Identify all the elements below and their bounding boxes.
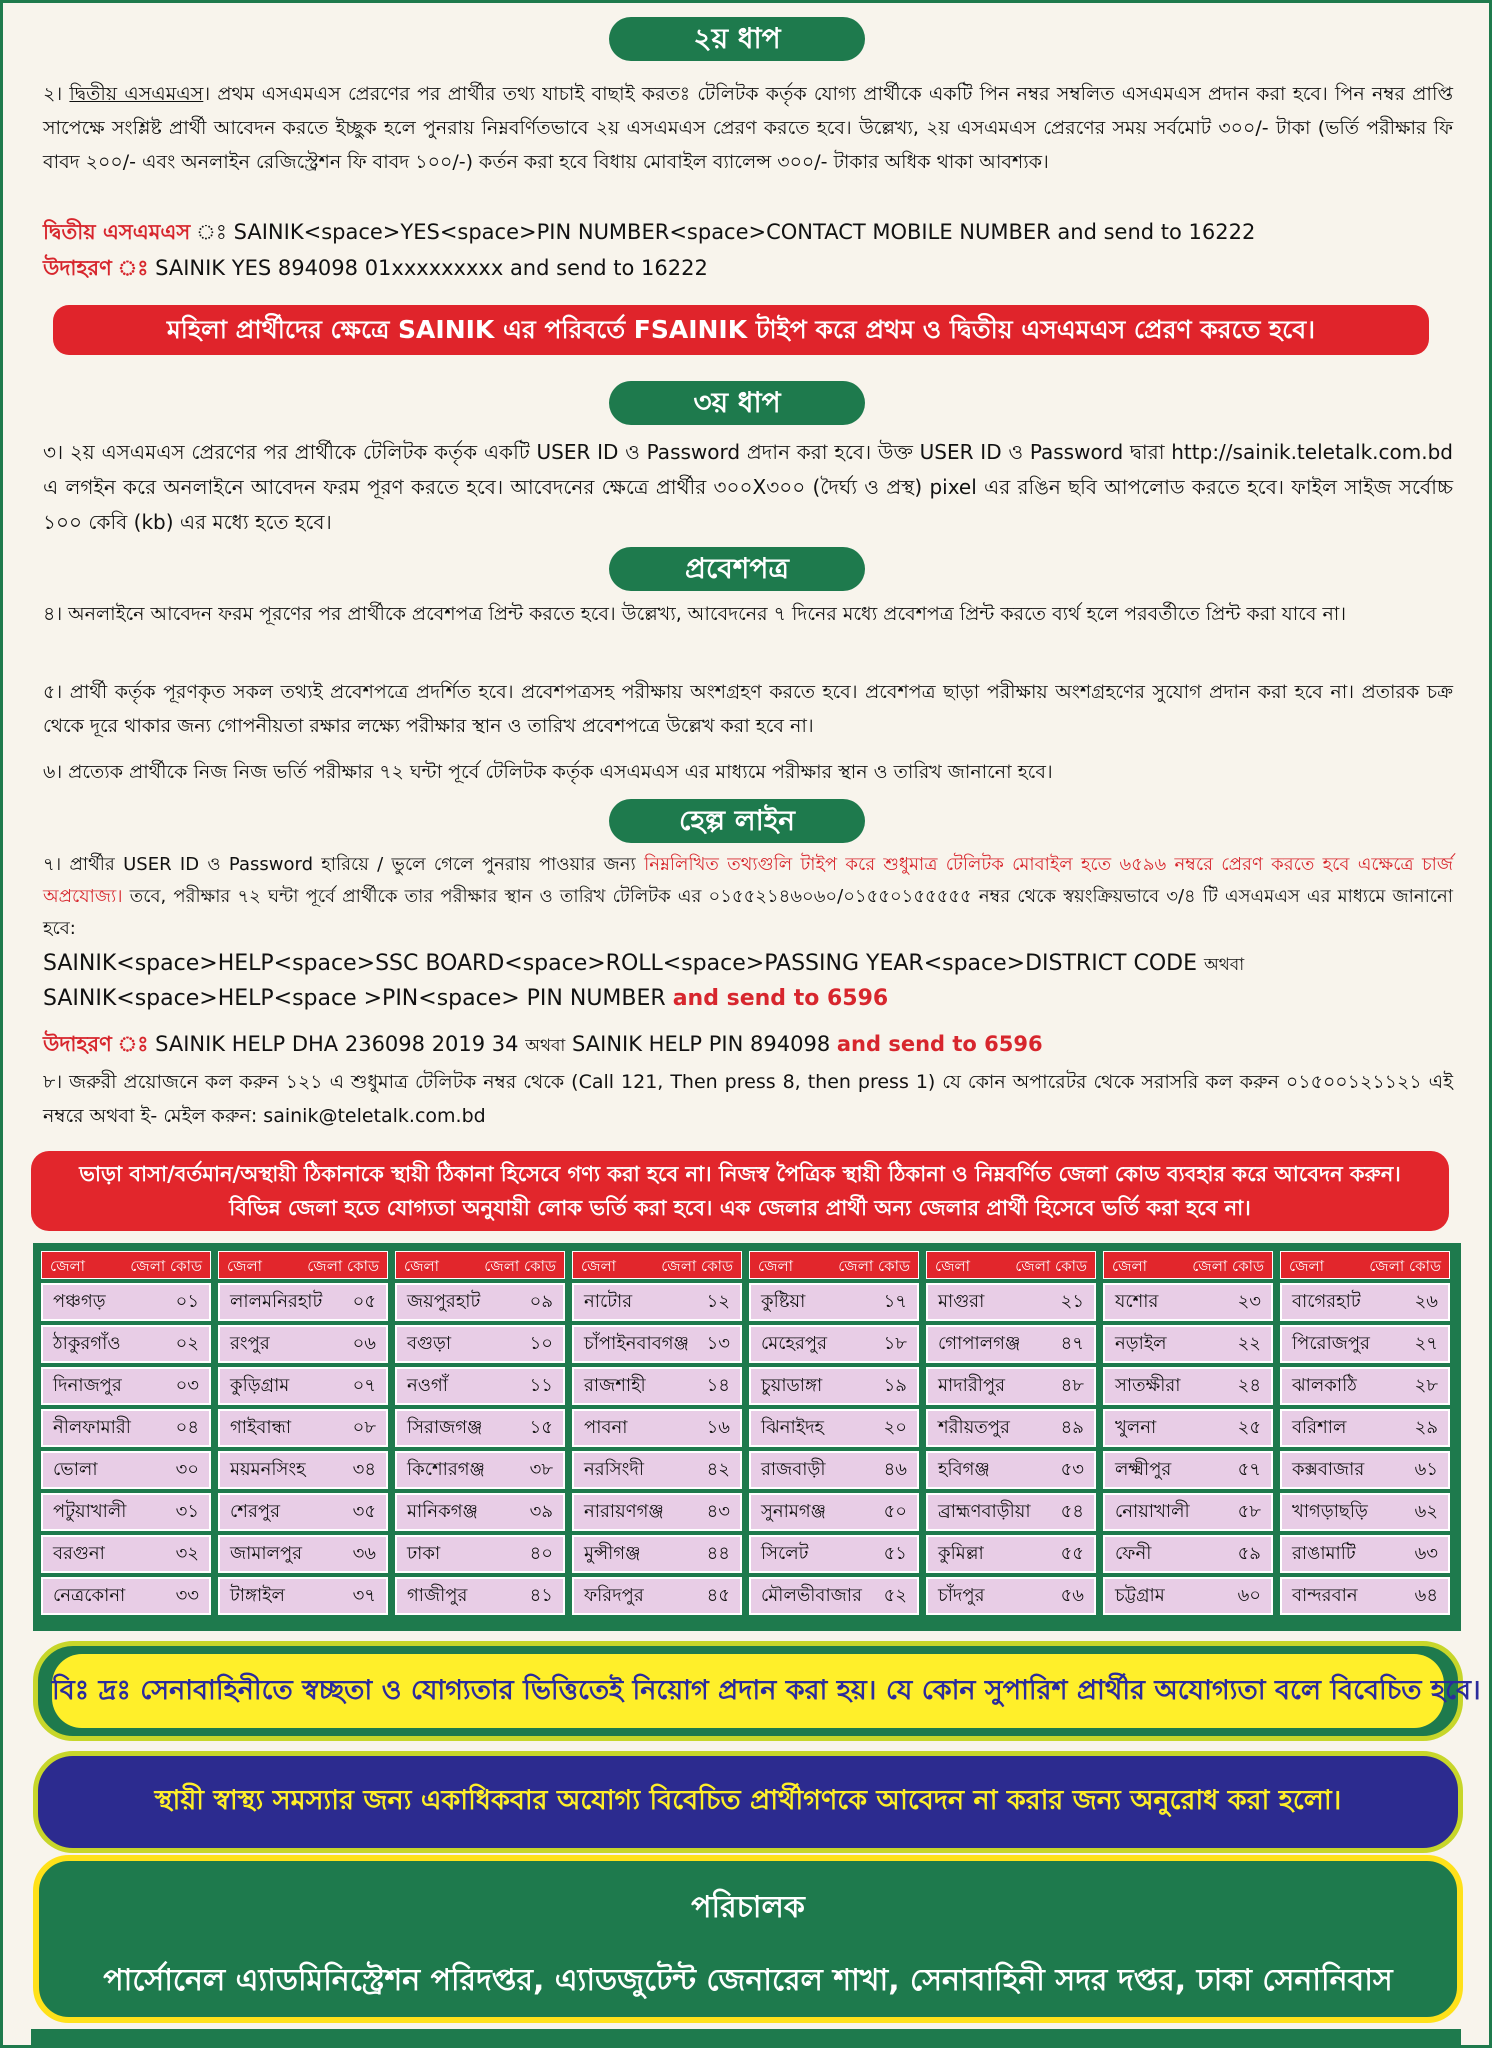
- district-code: ০৩: [175, 1374, 199, 1396]
- district-code: ১২: [706, 1290, 730, 1312]
- step2-label: দ্বিতীয় এসএমএস: [69, 83, 204, 105]
- header-district: জেলা: [1112, 1257, 1148, 1275]
- help-example: [43, 1027, 1453, 1063]
- district-name: নওগাঁ: [407, 1374, 449, 1396]
- district-code: ৪৯: [1060, 1416, 1084, 1438]
- district-code: ২০: [883, 1416, 907, 1438]
- district-name: পটুয়াখালী: [53, 1500, 127, 1522]
- district-code-table: [33, 1243, 1461, 1631]
- district-row: [41, 1409, 211, 1447]
- sms-format-label: দ্বিতীয় এসএমএস: [43, 220, 191, 244]
- help-p7-intro: ৭। প্রার্থীর USER ID ও Password হারিয়ে / ভুলে গেলে পুনরায় পাওয়ার জন্য: [43, 854, 636, 875]
- district-name: মাদারীপুর: [938, 1374, 1006, 1396]
- district-row: [218, 1535, 388, 1573]
- district-name: মেহেরপুর: [761, 1332, 828, 1354]
- district-column: [572, 1251, 742, 1623]
- district-name: বরিশাল: [1292, 1416, 1347, 1438]
- footer-signature: [33, 1855, 1463, 2023]
- district-name: সিরাজগঞ্জ: [407, 1416, 483, 1438]
- district-code: ২১: [1060, 1290, 1084, 1312]
- district-name: জামালপুর: [230, 1542, 303, 1564]
- district-code: ৬৪: [1414, 1584, 1438, 1606]
- admit-card-heading: প্রবেশপত্র: [609, 547, 865, 591]
- help-p7-rest: তবে, পরীক্ষার ৭২ ঘন্টা পূর্বে প্রার্থীকে তার পরীক্ষার স্থান ও তারিখ টেলিটক এর ০১৫৫২১৪৬০৬০/০১৫৫০১৫৫৫৫৫ নম্বর থেকে স্বয়ংক্রিয়ভাবে ৩/৪ টি এসএমএস এর মাধ্যমে জানানো হবে:: [43, 886, 1453, 939]
- admit-p4: ৪। অনলাইনে আবেদন ফরম পূরণের পর প্রার্থীকে প্রবেশপত্র প্রিন্ট করতে হবে। উল্লেখ্য, আবেদনের ৭ দিনের মধ্যে প্রবেশপত্র প্রিন্ট করতে ব্যর্থ হলে পরবর্তীতে প্রিন্ট করা যাবে না।: [43, 603, 1347, 625]
- district-name: চট্টগ্রাম: [1115, 1584, 1165, 1606]
- district-code: ৫৮: [1237, 1500, 1261, 1522]
- district-code: ৬৩: [1414, 1542, 1438, 1564]
- district-row: [749, 1451, 919, 1489]
- district-code: ৫০: [883, 1500, 907, 1522]
- district-row: [1280, 1451, 1450, 1489]
- district-row: [1280, 1577, 1450, 1615]
- header-district: জেলা: [581, 1257, 617, 1275]
- district-name: কক্সবাজার: [1292, 1458, 1365, 1480]
- district-name: খাগড়াছড়ি: [1292, 1500, 1368, 1522]
- district-code: ৩২: [175, 1542, 199, 1564]
- step2-example: [43, 251, 1453, 285]
- district-name: গাইবান্ধা: [230, 1416, 292, 1438]
- district-name: জয়পুরহাট: [407, 1290, 481, 1312]
- district-row: [395, 1283, 565, 1321]
- step2-heading: ২য় ধাপ: [609, 17, 865, 61]
- district-row: [1103, 1577, 1273, 1615]
- help-p8: ৮। জরুরী প্রয়োজনে কল করুন ১২১ এ শুধুমাত্র টেলিটক নম্বর থেকে (Call 121, Then press 8, then press 1) যে কোন অপারেটর থেকে সরাসরি কল করুন ০১৫০০১২১১২১ এই নম্বরে অথবা ই- মেইল করুন: sainik@teletalk.com.bd: [43, 1071, 1453, 1127]
- district-row: [395, 1325, 565, 1363]
- district-code: ১০: [529, 1332, 553, 1354]
- district-code: ২২: [1237, 1332, 1261, 1354]
- district-table-header: [572, 1251, 742, 1279]
- district-code: ৪৮: [1060, 1374, 1084, 1396]
- district-code: ৫৪: [1060, 1500, 1084, 1522]
- district-name: ঝিনাইদহ: [761, 1416, 825, 1438]
- district-row: [926, 1451, 1096, 1489]
- district-name: ঢাকা: [407, 1542, 441, 1564]
- district-code: ৫৯: [1237, 1542, 1261, 1564]
- district-row: [395, 1367, 565, 1405]
- district-row: [926, 1325, 1096, 1363]
- step2-number: ২।: [43, 83, 63, 105]
- transparency-note-text: বিঃ দ্রঃ সেনাবাহিনীতে স্বচ্ছতা ও যোগ্যতার ভিত্তিতেই নিয়োগ প্রদান করা হয়। যে কোন সুপারিশ প্রার্থীর অযোগ্যতা বলে বিবেচিত হবে।: [52, 1654, 1444, 1728]
- district-row: [749, 1283, 919, 1321]
- district-row: [1103, 1325, 1273, 1363]
- district-row: [1103, 1283, 1273, 1321]
- district-name: হবিগঞ্জ: [938, 1458, 990, 1480]
- step3-heading: ৩য় ধাপ: [609, 381, 865, 425]
- district-name: মানিকগঞ্জ: [407, 1500, 478, 1522]
- district-row: [41, 1577, 211, 1615]
- district-code: ২৮: [1414, 1374, 1438, 1396]
- district-code: ৫৬: [1060, 1584, 1084, 1606]
- example-label: উদাহরণ ঃ: [43, 256, 149, 280]
- district-row: [218, 1283, 388, 1321]
- district-name: কুমিল্লা: [938, 1542, 984, 1564]
- district-row: [218, 1493, 388, 1531]
- district-name: কুড়িগ্রাম: [230, 1374, 290, 1396]
- district-row: [749, 1367, 919, 1405]
- district-name: ভোলা: [53, 1458, 98, 1480]
- district-row: [572, 1577, 742, 1615]
- district-name: পিরোজপুর: [1292, 1332, 1370, 1354]
- district-code: ৩৮: [529, 1458, 553, 1480]
- district-name: বান্দরবান: [1292, 1584, 1358, 1606]
- transparency-note: [33, 1641, 1481, 1741]
- district-code: ২৪: [1237, 1374, 1261, 1396]
- district-column: [41, 1251, 211, 1623]
- helpline-heading: হেল্প লাইন: [609, 799, 865, 843]
- warning-line-1: ভাড়া বাসা/বর্তমান/অস্থায়ী ঠিকানাকে স্থায়ী ঠিকানা হিসেবে গণ্য করা হবে না। নিজস্ব পৈত্রিক স্থায়ী ঠিকানা ও নিম্নবর্ণিত জেলা কোড ব্যবহার করে আবেদন করুন।: [79, 1162, 1401, 1186]
- district-name: কুষ্টিয়া: [761, 1290, 806, 1312]
- help-p7-red: নিম্নলিখিত তথ্যগুলি টাইপ করে শুধুমাত্র টেলিটক মোবাইল হতে ৬৫৯৬ নম্বরে প্রেরণ করতে হবে এক্ষেত্রে চার্জ অপ্রযোজ্য।: [43, 854, 1454, 907]
- step2-sms-format: [43, 215, 1453, 249]
- district-code: ৩৫: [352, 1500, 376, 1522]
- district-code: ৩৬: [352, 1542, 376, 1564]
- district-row: [926, 1409, 1096, 1447]
- district-table-header: [218, 1251, 388, 1279]
- district-name: চাঁদপুর: [938, 1584, 985, 1606]
- district-column: [1103, 1251, 1273, 1623]
- district-table-header: [41, 1251, 211, 1279]
- district-name: ব্রাহ্মণবাড়ীয়া: [938, 1500, 1031, 1522]
- help-or-2: অথবা: [525, 1036, 566, 1056]
- district-column: [1280, 1251, 1450, 1623]
- district-name: রাঙামাটি: [1292, 1542, 1356, 1564]
- help-p7: [43, 849, 1453, 945]
- district-row: [218, 1409, 388, 1447]
- district-code: ১৭: [883, 1290, 907, 1312]
- district-code: ৫২: [883, 1584, 907, 1606]
- district-row: [41, 1493, 211, 1531]
- header-code: জেলা কোড: [1369, 1257, 1441, 1275]
- district-code: ০২: [175, 1332, 199, 1354]
- district-row: [749, 1493, 919, 1531]
- district-name: চুয়াডাঙ্গা: [761, 1374, 823, 1396]
- district-row: [1103, 1535, 1273, 1573]
- district-row: [572, 1325, 742, 1363]
- district-code: ১৩: [706, 1332, 730, 1354]
- district-row: [41, 1367, 211, 1405]
- district-row: [572, 1451, 742, 1489]
- district-row: [395, 1535, 565, 1573]
- district-row: [218, 1367, 388, 1405]
- district-row: [926, 1577, 1096, 1615]
- district-code: ৪২: [706, 1458, 730, 1480]
- district-name: পঞ্চগড়: [53, 1290, 106, 1312]
- district-row: [926, 1535, 1096, 1573]
- district-code: ৩৩: [175, 1584, 199, 1606]
- district-code: ৫৩: [1060, 1458, 1084, 1480]
- district-row: [41, 1325, 211, 1363]
- help-format-2: SAINIK<space>HELP<space >PIN<space> PIN NUMBER: [43, 986, 666, 1011]
- district-row: [1103, 1451, 1273, 1489]
- district-code: ১৯: [883, 1374, 907, 1396]
- district-name: ফেনী: [1115, 1542, 1152, 1564]
- district-row: [218, 1577, 388, 1615]
- district-code: ৩৪: [352, 1458, 376, 1480]
- district-row: [749, 1409, 919, 1447]
- header-code: জেলা কোড: [307, 1257, 379, 1275]
- district-table-header: [395, 1251, 565, 1279]
- district-name: বরগুনা: [53, 1542, 105, 1564]
- district-table-header: [1103, 1251, 1273, 1279]
- district-row: [749, 1535, 919, 1573]
- district-name: শরীয়তপুর: [938, 1416, 1010, 1438]
- district-code: ৬২: [1414, 1500, 1438, 1522]
- district-name: দিনাজপুর: [53, 1374, 122, 1396]
- district-name: নরসিংদী: [584, 1458, 645, 1480]
- district-table-header: [926, 1251, 1096, 1279]
- district-row: [218, 1325, 388, 1363]
- district-code: ৪৭: [1060, 1332, 1084, 1354]
- district-name: নীলফামারী: [53, 1416, 131, 1438]
- district-name: মুন্সীগঞ্জ: [584, 1542, 641, 1564]
- help-example-2: SAINIK HELP PIN 894098: [572, 1032, 831, 1056]
- district-row: [572, 1367, 742, 1405]
- district-name: নেত্রকোনা: [53, 1584, 126, 1606]
- footer-office: পার্সোনেল এ্যাডমিনিস্ট্রেশন পরিদপ্তর, এ্যাডজুটেন্ট জেনারেল শাখা, সেনাবাহিনী সদর দপ্তর, ঢাকা সেনানিবাস: [103, 1963, 1393, 1998]
- district-code: ১৪: [706, 1374, 730, 1396]
- district-name: নারায়ণগঞ্জ: [584, 1500, 664, 1522]
- district-code: ৩০: [175, 1458, 199, 1480]
- header-district: জেলা: [1289, 1257, 1325, 1275]
- header-code: জেলা কোড: [484, 1257, 556, 1275]
- district-row: [395, 1577, 565, 1615]
- admit-p6: ৬। প্রত্যেক প্রার্থীকে নিজ নিজ ভর্তি পরীক্ষার ৭২ ঘন্টা পূর্বে টেলিটক কর্তৃক এসএমএস এর মাধ্যমে পরীক্ষার স্থান ও তারিখ জানানো হবে।: [43, 761, 1053, 783]
- district-row: [749, 1325, 919, 1363]
- header-code: জেলা কোড: [838, 1257, 910, 1275]
- district-row: [1280, 1367, 1450, 1405]
- step2-paragraph: [43, 77, 1453, 179]
- district-row: [1280, 1409, 1450, 1447]
- district-row: [41, 1451, 211, 1489]
- district-code: ২৬: [1414, 1290, 1438, 1312]
- district-row: [572, 1409, 742, 1447]
- district-code: ০৫: [352, 1290, 376, 1312]
- district-row: [395, 1409, 565, 1447]
- district-row: [1280, 1325, 1450, 1363]
- help-format-1: SAINIK<space>HELP<space>SSC BOARD<space>ROLL<space>PASSING YEAR<space>DISTRICT CODE: [43, 951, 1198, 976]
- district-name: লক্ষ্মীপুর: [1115, 1458, 1172, 1480]
- help-or-1: অথবা: [1204, 955, 1245, 975]
- sms-format-text: ঃ SAINIK<space>YES<space>PIN NUMBER<space>CONTACT MOBILE NUMBER and send to 16222: [226, 220, 1256, 244]
- district-name: খুলনা: [1115, 1416, 1157, 1438]
- district-column: [395, 1251, 565, 1623]
- district-code: ২৭: [1414, 1332, 1438, 1354]
- district-code: ৫৫: [1060, 1542, 1084, 1564]
- admit-p5: ৫। প্রার্থী কর্তৃক পূরণকৃত সকল তথ্যই প্রবেশপত্রে প্রদর্শিত হবে। প্রবেশপত্রসহ পরীক্ষায় অংশগ্রহণ করতে হবে। প্রবেশপত্র ছাড়া পরীক্ষায় অংশগ্রহণের সুযোগ প্রদান করা হবে না। প্রতারক চক্র থেকে দূরে থাকার জন্য গোপনীয়তা রক্ষার লক্ষ্যে পরীক্ষার স্থান ও তারিখ প্রবেশপত্রে উল্লেখ করা হবে না।: [43, 681, 1453, 737]
- district-row: [1103, 1367, 1273, 1405]
- district-name: পাবনা: [584, 1416, 628, 1438]
- district-code: ৪৪: [706, 1542, 730, 1564]
- female-candidate-banner: মহিলা প্রার্থীদের ক্ষেত্রে SAINIK এর পরিবর্তে FSAINIK টাইপ করে প্রথম ও দ্বিতীয় এসএমএস প্রেরণ করতে হবে।: [53, 305, 1429, 355]
- district-code: ২৫: [1237, 1416, 1261, 1438]
- district-column: [926, 1251, 1096, 1623]
- district-code: ৪৫: [706, 1584, 730, 1606]
- district-row: [572, 1535, 742, 1573]
- district-row: [395, 1493, 565, 1531]
- district-code: ২৯: [1414, 1416, 1438, 1438]
- district-code: ০৯: [529, 1290, 553, 1312]
- address-warning-banner: [31, 1151, 1449, 1231]
- district-name: ফরিদপুর: [584, 1584, 644, 1606]
- district-code: ০৬: [352, 1332, 376, 1354]
- district-name: টাঙ্গাইল: [230, 1584, 285, 1606]
- district-name: মাগুরা: [938, 1290, 985, 1312]
- district-name: ঠাকুরগাঁও: [53, 1332, 121, 1354]
- district-row: [395, 1451, 565, 1489]
- district-code: ৪১: [529, 1584, 553, 1606]
- district-row: [1103, 1493, 1273, 1531]
- district-name: নাটোর: [584, 1290, 633, 1312]
- district-code: ০৮: [352, 1416, 376, 1438]
- district-code: ০৪: [175, 1416, 199, 1438]
- district-name: মৌলভীবাজার: [761, 1584, 862, 1606]
- help-formats: [43, 947, 1453, 1016]
- footer-rule: [31, 2029, 1461, 2047]
- district-row: [926, 1493, 1096, 1531]
- header-code: জেলা কোড: [661, 1257, 733, 1275]
- step3-paragraph: ৩। ২য় এসএমএস প্রেরণের পর প্রার্থীকে টেলিটক কর্তৃক একটি USER ID ও Password প্রদান করা হবে। উক্ত USER ID ও Password দ্বারা http://sainik.teletalk.com.bd এ লগইন করে অনলাইনে আবেদন ফরম পূরণ করতে হবে। আবেদনের ক্ষেত্রে প্রার্থীর ৩০০X৩০০ (দৈর্ঘ্য ও প্রস্থ) pixel এর রঙিন ছবি আপলোড করতে হবে। ফাইল সাইজ সর্বোচ্চ ১০০ কেবি (kb) এর মধ্যে হতে হবে।: [43, 440, 1453, 534]
- district-row: [1103, 1409, 1273, 1447]
- district-name: ময়মনসিংহ: [230, 1458, 306, 1480]
- district-name: গোপালগঞ্জ: [938, 1332, 1021, 1354]
- header-district: জেলা: [227, 1257, 263, 1275]
- header-district: জেলা: [935, 1257, 971, 1275]
- district-code: ১৫: [529, 1416, 553, 1438]
- help-example-label: উদাহরণ ঃ: [43, 1032, 149, 1056]
- header-code: জেলা কোড: [1015, 1257, 1087, 1275]
- district-row: [41, 1283, 211, 1321]
- header-district: জেলা: [404, 1257, 440, 1275]
- district-code: ০৭: [352, 1374, 376, 1396]
- header-district: জেলা: [758, 1257, 794, 1275]
- header-district: জেলা: [50, 1257, 86, 1275]
- district-code: ১৬: [706, 1416, 730, 1438]
- district-row: [1280, 1283, 1450, 1321]
- district-name: কিশোরগঞ্জ: [407, 1458, 485, 1480]
- district-row: [926, 1283, 1096, 1321]
- district-code: ১৮: [883, 1332, 907, 1354]
- district-column: [749, 1251, 919, 1623]
- district-row: [1280, 1535, 1450, 1573]
- district-row: [749, 1577, 919, 1615]
- district-table-header: [749, 1251, 919, 1279]
- district-code: ২৩: [1237, 1290, 1261, 1312]
- district-code: ৪৬: [883, 1458, 907, 1480]
- district-name: গাজীপুর: [407, 1584, 468, 1606]
- district-name: সিলেট: [761, 1542, 809, 1564]
- help-example-1: SAINIK HELP DHA 236098 2019 34: [155, 1032, 519, 1056]
- district-code: ১১: [529, 1374, 553, 1396]
- district-row: [572, 1493, 742, 1531]
- district-code: ৩১: [175, 1500, 199, 1522]
- warning-line-2: বিভিন্ন জেলা হতে যোগ্যতা অনুযায়ী লোক ভর্তি করা হবে। এক জেলার প্রার্থী অন্য জেলার প্রার্থী হিসেবে ভর্তি করা হবে না।: [229, 1196, 1251, 1220]
- district-name: রাজবাড়ী: [761, 1458, 826, 1480]
- district-name: রাজশাহী: [584, 1374, 646, 1396]
- step2-body: । প্রথম এসএমএস প্রেরণের পর প্রার্থীর তথ্য যাচাই বাছাই করতঃ টেলিটক কর্তৃক যোগ্য প্রার্থীকে একটি পিন নম্বর সম্বলিত এসএমএস প্রদান করা হবে। পিন নম্বর প্রাপ্তি সাপেক্ষে সংশ্লিষ্ট প্রার্থী আবেদন করতে ইচ্ছুক হলে পুনরায় নিম্নবর্ণিতভাবে ২য় এসএমএস প্রেরণ করতে হবে। উল্লেখ্য, ২য় এসএমএস প্রেরণের সময় সর্বমোট ৩০০/- টাকা (ভর্তি পরীক্ষার ফি বাবদ ২০০/- এবং অনলাইন রেজিস্ট্রেশন ফি বাবদ ১০০/-) কর্তন করা হবে বিধায় মোবাইল ব্যালেন্স ৩০০/- টাকার অধিক থাকা আবশ্যক।: [43, 83, 1453, 173]
- district-row: [218, 1451, 388, 1489]
- help-send-2: and send to 6596: [836, 1032, 1043, 1056]
- district-name: লালমনিরহাট: [230, 1290, 323, 1312]
- district-name: বাগেরহাট: [1292, 1290, 1361, 1312]
- district-row: [1280, 1493, 1450, 1531]
- example-text: SAINIK YES 894098 01xxxxxxxxx and send to 16222: [155, 256, 708, 280]
- footer-title: পরিচালক: [691, 1890, 805, 1925]
- district-code: ৫১: [883, 1542, 907, 1564]
- district-code: ৪৩: [706, 1500, 730, 1522]
- header-code: জেলা কোড: [1192, 1257, 1264, 1275]
- district-column: [218, 1251, 388, 1623]
- health-note: স্থায়ী স্বাস্থ্য সমস্যার জন্য একাধিকবার অযোগ্য বিবেচিত প্রার্থীগণকে আবেদন না করার জন্য অনুরোধ করা হলো।: [33, 1751, 1463, 1853]
- district-code: ৫৭: [1237, 1458, 1261, 1480]
- district-name: সাতক্ষীরা: [1115, 1374, 1181, 1396]
- district-code: ৬১: [1414, 1458, 1438, 1480]
- district-code: ৪০: [529, 1542, 553, 1564]
- district-name: চাঁপাইনবাবগঞ্জ: [584, 1332, 689, 1354]
- district-name: সুনামগঞ্জ: [761, 1500, 827, 1522]
- district-code: ৩৭: [352, 1584, 376, 1606]
- district-name: যশোর: [1115, 1290, 1159, 1312]
- district-code: ৬০: [1237, 1584, 1261, 1606]
- header-code: জেলা কোড: [130, 1257, 202, 1275]
- district-name: ঝালকাঠি: [1292, 1374, 1357, 1396]
- district-code: ০১: [175, 1290, 199, 1312]
- district-row: [572, 1283, 742, 1321]
- district-row: [41, 1535, 211, 1573]
- help-send-1: and send to 6596: [672, 986, 889, 1011]
- district-row: [926, 1367, 1096, 1405]
- district-name: শেরপুর: [230, 1500, 280, 1522]
- district-code: ৩৯: [529, 1500, 553, 1522]
- district-name: নড়াইল: [1115, 1332, 1167, 1354]
- district-name: বগুড়া: [407, 1332, 452, 1354]
- district-table-header: [1280, 1251, 1450, 1279]
- district-name: নোয়াখালী: [1115, 1500, 1190, 1522]
- district-name: রংপুর: [230, 1332, 270, 1354]
